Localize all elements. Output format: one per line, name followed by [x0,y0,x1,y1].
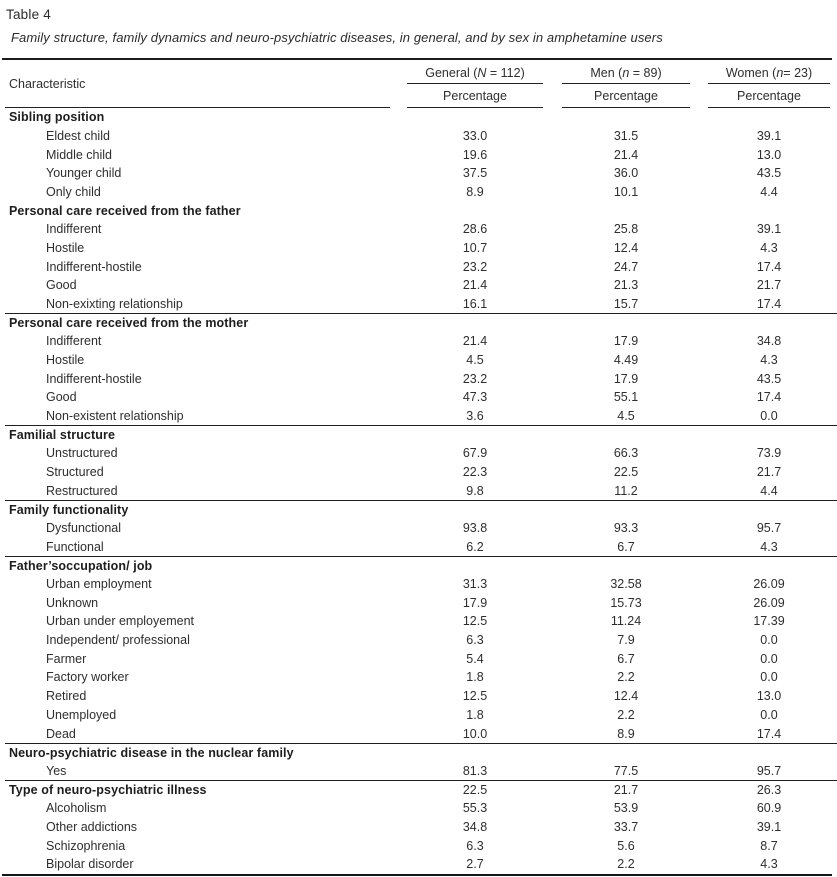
section-header-row [5,108,837,127]
data-row [5,687,837,706]
data-row [5,388,837,407]
percentage-value: 4.5 [466,353,484,368]
percentage-value: 0.0 [760,707,778,722]
section-header-row [5,201,837,220]
percentage-value: 12.4 [613,689,639,704]
percentage-value: 77.5 [613,763,639,778]
row-label: Retired [46,689,87,704]
table-number: Table 4 [6,7,51,22]
percentage-value: 8.9 [617,726,635,741]
percentage-value: 26.09 [753,595,785,610]
percentage-value: 12.4 [613,241,639,256]
percentage-value: 2.2 [617,670,635,685]
section-label: Family functionality [9,502,129,517]
data-row [5,164,837,183]
percentage-value: 17.4 [756,390,782,405]
percentage-value: 17.9 [613,334,639,349]
percentage-value: 4.3 [760,857,778,872]
row-label: Schizophrenia [46,838,126,853]
percentage-value: 17.4 [756,259,782,274]
row-label: Farmer [46,651,87,666]
section-header-row [5,743,837,762]
data-row [5,575,837,594]
data-row [5,481,837,500]
data-row [5,519,837,538]
data-row [5,463,837,482]
data-row [5,818,837,837]
characteristic-label: Characteristic [9,76,86,91]
data-row [5,407,837,426]
row-label: Indifferent [46,222,102,237]
section-label: Familial structure [9,428,115,443]
data-row [5,724,837,743]
data-row [5,369,837,388]
percentage-value: 39.1 [756,129,782,143]
row-label: Yes [46,763,67,778]
row-label: Good [46,390,77,405]
percentage-value: 17.4 [756,297,782,312]
percentage-value: 95.7 [756,521,782,536]
section-label: Father’soccupation/ job [9,558,153,573]
percentage-value: 7.9 [617,633,635,648]
table-header-row [5,60,837,108]
percentage-value: 9.8 [466,483,484,498]
percentage-value: 26.09 [753,577,785,592]
percentage-value: 21.7 [756,278,782,293]
row-label: Bipolar disorder [46,857,134,872]
percentage-value: 4.5 [617,409,635,424]
percentage-value: 95.7 [756,763,782,778]
percentage-value: 21.7 [613,783,639,798]
data-row [5,332,837,351]
data-row [5,239,837,258]
percentage-value: 11.2 [614,483,638,498]
row-label: Unemployed [46,707,117,722]
percentage-value: 10.0 [462,726,488,741]
percentage-value: 6.2 [466,539,484,554]
percentage-value: 2.2 [617,857,635,872]
percentage-value: 4.4 [760,185,778,200]
percentage-value: 13.0 [756,147,782,162]
percentage-value: 26.3 [756,783,782,798]
row-label: Indifferent [46,334,102,349]
percentage-value: 17.9 [462,595,488,610]
men-percentage-subheader: Percentage [562,84,690,108]
percentage-value: 55.3 [462,801,488,816]
percentage-value: 5.4 [466,651,484,666]
percentage-value: 23.2 [462,259,488,274]
percentage-value: 22.3 [462,465,488,480]
percentage-value: 33.0 [462,129,488,143]
data-row [5,220,837,239]
percentage-value: 1.8 [466,707,484,722]
percentage-value: 13.0 [756,689,782,704]
percentage-value: 81.3 [462,763,488,778]
men-group-title: Men (n = 89) [562,60,690,84]
section-label: Personal care received from the father [9,203,241,218]
percentage-value: 8.7 [760,838,778,853]
percentage-value: 19.6 [462,147,488,162]
data-row [5,351,837,370]
percentage-value: 15.73 [610,595,642,610]
women-percentage-subheader: Percentage [708,84,830,108]
general-group-title: General (N = 112) [407,60,543,84]
row-label: Independent/ professional [46,633,190,648]
percentage-value: 31.3 [462,577,488,592]
percentage-value: 5.6 [617,838,635,853]
percentage-value: 21.4 [462,278,488,293]
data-row [5,145,837,164]
general-percentage-subheader: Percentage [407,84,543,108]
percentage-value: 17.39 [753,614,785,629]
table-body [5,108,837,874]
percentage-value: 10.1 [613,185,639,200]
percentage-value: 39.1 [756,819,782,834]
row-label: Only child [46,185,101,200]
data-row [5,127,837,146]
percentage-value: 31.5 [613,129,639,143]
percentage-value: 6.3 [466,633,484,648]
row-label: Other addictions [46,819,138,834]
row-label: Hostile [46,353,85,368]
column-header-general [407,60,543,108]
row-label: Factory worker [46,670,129,685]
percentage-value: 21.4 [613,147,639,162]
women-group-title: Women (n= 23) [708,60,830,84]
percentage-value: 0.0 [760,651,778,666]
data-row [5,762,837,781]
percentage-value: 93.8 [462,521,488,536]
data-row [5,799,837,818]
percentage-value: 16.1 [462,297,488,312]
percentage-value: 37.5 [462,166,488,181]
row-label: Restructured [46,483,118,498]
percentage-value: 17.4 [756,726,782,741]
percentage-value: 4.3 [760,353,778,368]
data-row [5,668,837,687]
row-label: Unknown [46,595,99,610]
section-label: Type of neuro-psychiatric illness [9,783,207,798]
percentage-value: 28.6 [462,222,488,237]
data-row [5,295,837,314]
percentage-value: 17.9 [613,371,639,386]
row-label: Dysfunctional [46,521,122,536]
percentage-value: 0.0 [760,633,778,648]
row-label: Non-exixting relationship [46,297,183,312]
percentage-value: 15.7 [613,297,639,312]
percentage-value: 11.24 [610,614,642,629]
percentage-value: 22.5 [462,783,488,798]
column-header-characteristic [5,60,390,108]
percentage-value: 21.7 [756,465,782,480]
percentage-value: 55.1 [613,390,639,405]
data-row [5,183,837,202]
percentage-value: 12.5 [462,689,488,704]
data-row [5,257,837,276]
data-row [5,855,837,874]
percentage-value: 3.6 [466,409,484,424]
percentage-value: 47.3 [462,390,488,405]
data-row [5,444,837,463]
percentage-value: 2.2 [617,707,635,722]
percentage-value: 4.3 [760,241,778,256]
data-row [5,612,837,631]
column-header-women [708,60,830,108]
data-row [5,276,837,295]
data-row [5,593,837,612]
row-label: Alcoholism [46,801,107,816]
percentage-value: 6.7 [617,539,635,554]
section-header-row [5,425,837,444]
percentage-value: 53.9 [613,801,639,816]
percentage-value: 4.4 [760,483,778,498]
percentage-value: 93.3 [613,521,639,536]
data-row [5,649,837,668]
percentage-value: 22.5 [613,465,639,480]
percentage-value: 34.8 [462,819,488,834]
row-label: Middle child [46,147,113,162]
percentage-value: 39.1 [756,222,782,237]
data-row [5,537,837,556]
percentage-value: 32.58 [610,577,642,592]
row-label: Indifferent-hostile [46,371,142,386]
section-label: Sibling position [9,110,105,125]
section-header-row [5,780,837,799]
row-label: Indifferent-hostile [46,259,142,274]
percentage-value: 21.3 [613,278,639,293]
row-label: Urban under employement [46,614,194,629]
row-label: Urban employment [46,577,152,592]
section-header-row [5,556,837,575]
row-label: Structured [46,465,104,480]
percentage-value: 24.7 [613,259,639,274]
row-label: Eldest child [46,129,110,143]
percentage-value: 6.7 [617,651,635,666]
percentage-value: 23.2 [462,371,488,386]
column-header-men [562,60,690,108]
percentage-value: 0.0 [760,409,778,424]
percentage-value: 12.5 [462,614,488,629]
section-header-row [5,500,837,519]
data-row [5,631,837,650]
percentage-value: 4.49 [613,353,639,368]
percentage-value: 33.7 [613,819,639,834]
percentage-value: 73.9 [756,446,782,461]
percentage-value: 10.7 [462,241,488,256]
percentage-value: 1.8 [466,670,484,685]
data-row [5,836,837,855]
section-label: Personal care received from the mother [9,316,249,331]
row-label: Non-existent relationship [46,409,184,424]
section-header-row [5,313,837,332]
percentage-value: 21.4 [462,334,488,349]
percentage-value: 67.9 [462,446,488,461]
percentage-value: 2.7 [466,857,484,872]
percentage-value: 43.5 [756,166,782,181]
section-label: Neuro-psychiatric disease in the nuclear family [9,745,294,760]
percentage-value: 8.9 [466,185,484,200]
percentage-value: 4.3 [760,539,778,554]
percentage-value: 34.8 [756,334,782,349]
row-label: Hostile [46,241,85,256]
percentage-value: 43.5 [756,371,782,386]
data-row [5,706,837,725]
table-caption: Family structure, family dynamics and neuro-psychiatric diseases, in general, and by sex in amphetamine users [11,30,663,45]
row-label: Good [46,278,77,293]
percentage-value: 25.8 [613,222,639,237]
percentage-value: 60.9 [756,801,782,816]
row-label: Functional [46,539,104,554]
percentage-value: 36.0 [613,166,639,181]
row-label: Dead [46,726,76,741]
row-label: Unstructured [46,446,118,461]
percentage-value: 6.3 [466,838,484,853]
table-bottom-rule [2,874,832,877]
row-label: Younger child [46,166,122,181]
percentage-value: 66.3 [613,446,639,461]
percentage-value: 0.0 [760,670,778,685]
